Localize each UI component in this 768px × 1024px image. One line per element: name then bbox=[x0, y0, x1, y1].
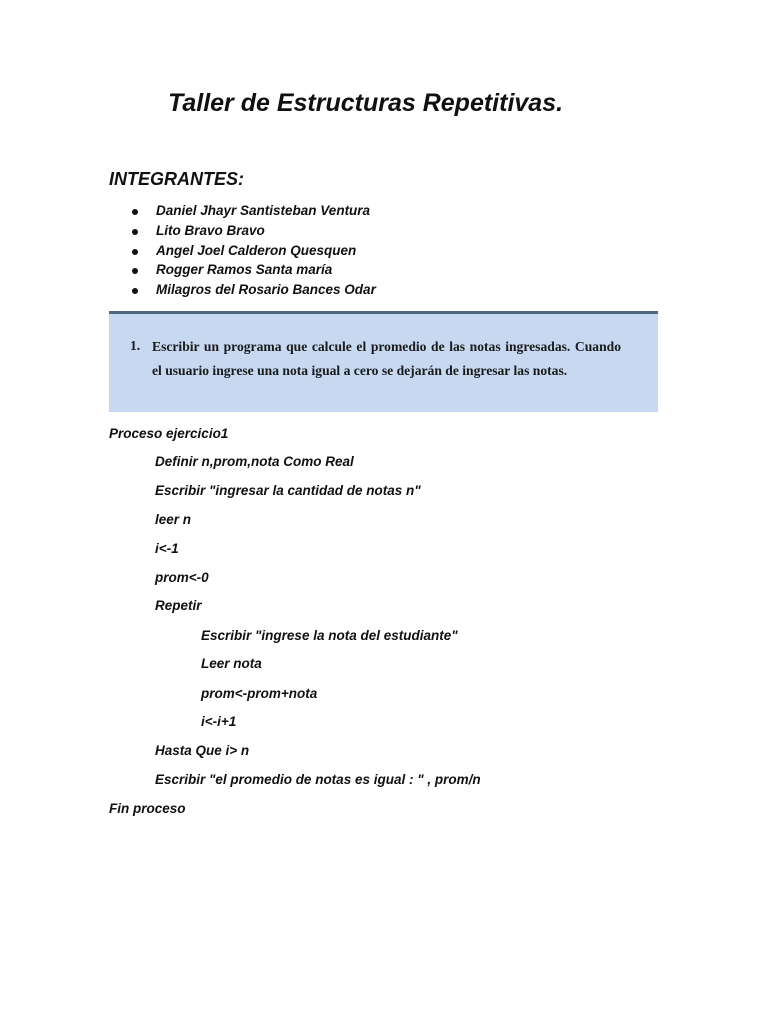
document-title: Taller de Estructuras Repetitivas. bbox=[168, 89, 564, 117]
code-line: leer n bbox=[155, 512, 192, 527]
code-line: Escribir "ingrese la nota del estudiante" bbox=[201, 628, 458, 643]
code-line: prom<-prom+nota bbox=[201, 686, 318, 701]
member-name: Lito Bravo Bravo bbox=[156, 222, 265, 238]
code-line: Escribir "el promedio de notas es igual : " , prom/n bbox=[155, 772, 481, 787]
exercise-statement: Escribir un programa que calcule el promedio de las notas ingresadas. Cuando el usuario ingrese una nota igual a cero se dejarán de ingresar las notas. bbox=[152, 339, 621, 378]
code-line: i<-1 bbox=[155, 541, 179, 556]
member-name: Rogger Ramos Santa maría bbox=[156, 262, 333, 278]
code-line: Fin proceso bbox=[109, 801, 186, 816]
members-heading: INTEGRANTES: bbox=[109, 169, 244, 189]
member-name: Milagros del Rosario Bances Odar bbox=[156, 282, 376, 298]
exercise-number: 1. bbox=[130, 338, 141, 353]
member-name: Angel Joel Calderon Quesquen bbox=[156, 242, 357, 258]
code-line: Escribir "ingresar la cantidad de notas n" bbox=[155, 483, 421, 498]
code-line: i<-i+1 bbox=[201, 714, 237, 729]
code-line: Leer nota bbox=[201, 656, 262, 671]
code-line: Hasta Que i> n bbox=[155, 743, 250, 758]
code-line: Proceso ejercicio1 bbox=[109, 426, 229, 441]
member-name: Daniel Jhayr Santisteban Ventura bbox=[156, 203, 371, 218]
code-line: Repetir bbox=[155, 598, 202, 613]
code-line: Definir n,prom,nota Como Real bbox=[155, 454, 354, 469]
code-line: prom<-0 bbox=[155, 570, 209, 585]
